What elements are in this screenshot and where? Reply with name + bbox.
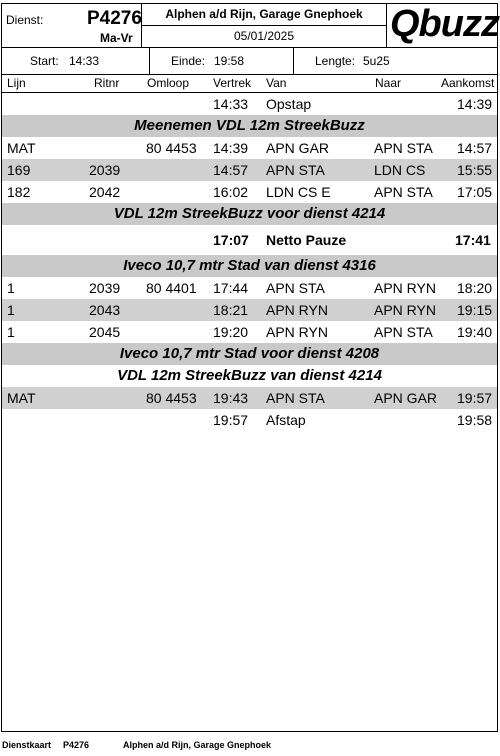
cell-van: APN RYN — [266, 302, 328, 318]
cell-ritnr: 2039 — [89, 280, 121, 296]
cell-lijn: 1 — [7, 280, 15, 296]
column-headers — [2, 75, 497, 93]
cell-lijn: 169 — [7, 162, 31, 178]
cell-vertrek: 14:57 — [213, 162, 249, 178]
cell-omloop: 80 4453 — [146, 390, 197, 406]
cell-aankomst: 19:40 — [457, 324, 493, 340]
cell-van: APN RYN — [266, 324, 328, 340]
location-box — [141, 4, 387, 47]
vehicle-header-text: Iveco 10,7 mtr Stad van dienst 4316 — [123, 257, 376, 274]
cell-aankomst: 19:15 — [457, 302, 493, 318]
cell-naar: APN STA — [374, 140, 433, 156]
vehicle-header-text: Meenemen VDL 12m StreekBuzz — [134, 117, 365, 134]
dienst-label: Dienst: — [6, 13, 44, 27]
col-naar: Naar — [375, 76, 402, 90]
cell-naar: LDN CS — [374, 162, 426, 178]
start-time: 14:33 — [69, 54, 100, 68]
cell-lijn: MAT — [7, 390, 36, 406]
cell-lijn: MAT — [7, 140, 36, 156]
cell-aankomst: 18:20 — [457, 280, 493, 296]
duty-date: 05/01/2025 — [233, 29, 295, 43]
cell-aankomst: 17:05 — [457, 184, 493, 200]
cell-lijn: 182 — [7, 184, 31, 200]
vehicle-header — [2, 203, 497, 225]
table-row — [2, 181, 497, 203]
footer-location: Alphen a/d Rijn, Garage Gnephoek — [123, 740, 272, 750]
cell-aankomst: 19:57 — [457, 390, 493, 406]
cell-vertrek: 19:57 — [213, 412, 249, 428]
cell-aankomst: 19:58 — [457, 412, 493, 428]
cell-ritnr: 2039 — [89, 162, 121, 178]
cell-naar: APN RYN — [374, 302, 436, 318]
header-times — [2, 48, 497, 75]
cell-van: APN STA — [266, 280, 325, 296]
vehicle-header — [2, 255, 497, 277]
dienst-code: P4276 — [87, 8, 142, 29]
cell-ritnr: 2045 — [89, 324, 121, 340]
pause-row — [2, 225, 497, 255]
cell-ritnr: 2042 — [89, 184, 121, 200]
cell-van: APN GAR — [266, 140, 330, 156]
vehicle-header-text: Iveco 10,7 mtr Stad voor dienst 4208 — [119, 345, 380, 362]
vehicle-header-text: VDL 12m StreekBuzz voor dienst 4214 — [113, 205, 386, 222]
end-label: Einde: — [171, 54, 206, 68]
cell-omloop: 80 4453 — [146, 140, 197, 156]
cell-vertrek: 19:43 — [213, 390, 249, 406]
start-label: Start: — [30, 54, 59, 68]
trip-table — [2, 93, 497, 431]
table-row — [2, 159, 497, 181]
cell-vertrek: 19:20 — [213, 324, 249, 340]
col-vertrek: Vertrek — [213, 76, 252, 90]
pause-end: 17:41 — [455, 232, 491, 248]
cell-van: Afstap — [266, 412, 306, 428]
cell-aankomst: 14:39 — [457, 96, 493, 112]
col-aankomst: Aankomst — [441, 76, 495, 90]
duty-card — [1, 3, 498, 732]
col-ritnr: Ritnr — [94, 76, 120, 90]
pause-label: Netto Pauze — [266, 232, 347, 248]
cell-aankomst: 14:57 — [457, 140, 493, 156]
footer-label: Dienstkaart — [2, 740, 52, 750]
location-name: Alphen a/d Rijn, Garage Gnephoek — [142, 4, 386, 26]
end-time: 19:58 — [214, 54, 245, 68]
col-lijn: Lijn — [7, 76, 26, 90]
vehicle-header — [2, 365, 497, 387]
length-value: 5u25 — [363, 54, 390, 68]
header-top — [2, 4, 497, 48]
cell-naar: APN RYN — [374, 280, 436, 296]
cell-lijn: 1 — [7, 324, 15, 340]
table-row — [2, 137, 497, 159]
vehicle-header-text: VDL 12m StreekBuzz van dienst 4214 — [117, 367, 382, 384]
qbuzz-logo: Qbuzz — [390, 3, 499, 45]
table-row — [2, 277, 497, 299]
cell-vertrek: 18:21 — [213, 302, 249, 318]
cell-omloop: 80 4401 — [146, 280, 197, 296]
col-omloop: Omloop — [147, 76, 190, 90]
cell-van: APN STA — [266, 390, 325, 406]
cell-vertrek: 14:33 — [213, 96, 249, 112]
cell-lijn: 1 — [7, 302, 15, 318]
table-row — [2, 409, 497, 431]
cell-aankomst: 15:55 — [457, 162, 493, 178]
table-row — [2, 93, 497, 115]
table-row — [2, 299, 497, 321]
cell-van: LDN CS E — [266, 184, 331, 200]
cell-vertrek: 17:44 — [213, 280, 249, 296]
cell-van: Opstap — [266, 96, 312, 112]
cell-naar: APN GAR — [374, 390, 438, 406]
footer-code: P4276 — [63, 740, 90, 750]
dienst-days: Ma-Vr — [100, 31, 133, 45]
vehicle-header — [2, 343, 497, 365]
cell-naar: APN STA — [374, 184, 433, 200]
cell-vertrek: 14:39 — [213, 140, 249, 156]
vehicle-header — [2, 115, 497, 137]
cell-naar: APN STA — [374, 324, 433, 340]
table-row — [2, 321, 497, 343]
cell-van: APN STA — [266, 162, 325, 178]
table-row — [2, 387, 497, 409]
col-van: Van — [266, 76, 287, 90]
length-label: Lengte: — [315, 54, 356, 68]
pause-start: 17:07 — [213, 232, 249, 248]
cell-vertrek: 16:02 — [213, 184, 249, 200]
cell-ritnr: 2043 — [89, 302, 121, 318]
